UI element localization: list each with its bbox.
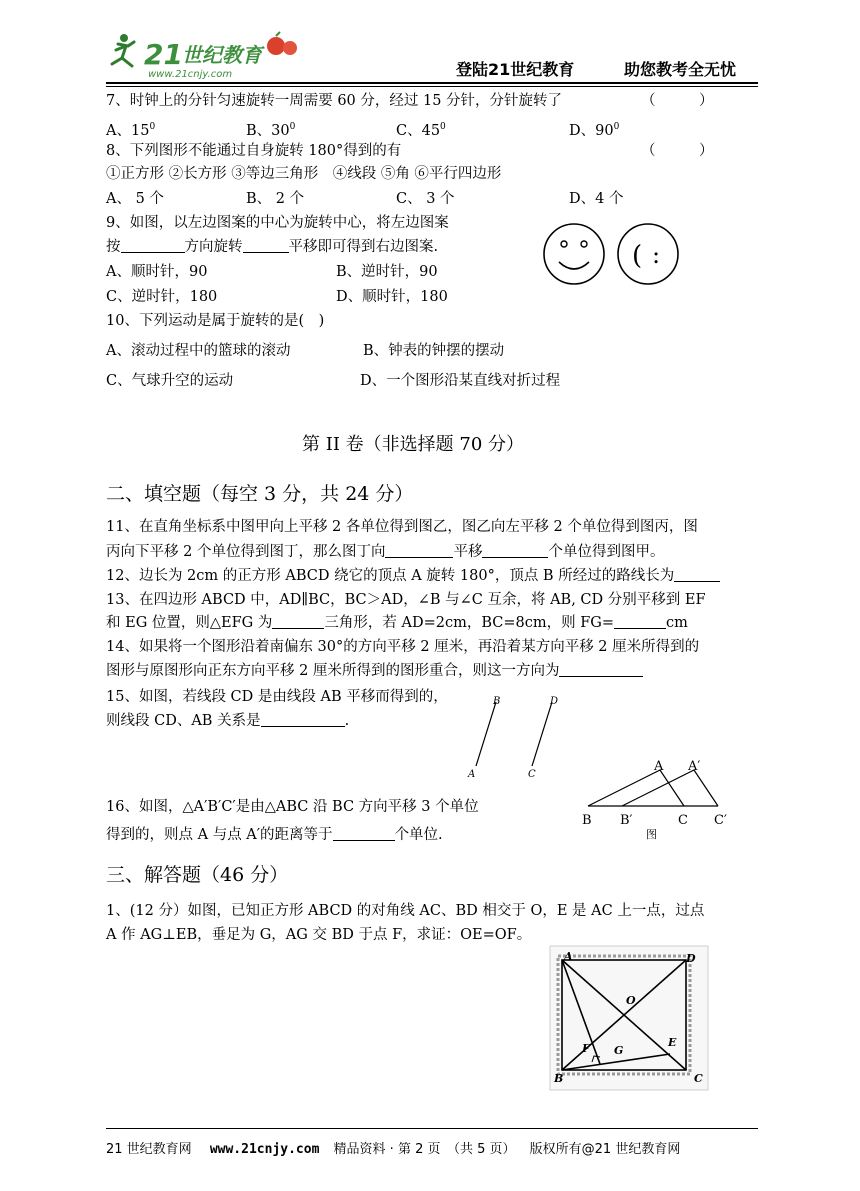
svg-text:F: F bbox=[582, 1042, 590, 1055]
footer-site: 21 世纪教育网 bbox=[106, 1142, 192, 1157]
q7-stem: 7、时钟上的分针匀速旋转一周需要 60 分，经过 15 分针，分针旋转了 bbox=[106, 93, 563, 109]
q9-option-c: C、逆时针，180 bbox=[106, 289, 218, 305]
q16-line2: 得到的，则点 A 与点 A′的距离等于 个单位. bbox=[106, 827, 443, 843]
svg-text:A: A bbox=[468, 769, 476, 780]
q10-option-b: B、钟表的钟摆的摆动 bbox=[363, 343, 505, 359]
logo-text-svg: 世纪教育 bbox=[182, 43, 262, 67]
smiley-face-icon bbox=[544, 224, 604, 284]
q10-stem: 10、下列运动是属于旋转的是( ) bbox=[106, 313, 325, 329]
svg-text:O: O bbox=[626, 994, 636, 1007]
footer-copyright: 版权所有@21 世纪教育网 bbox=[529, 1142, 681, 1157]
logo-21: 21 bbox=[144, 38, 183, 71]
svg-text:G: G bbox=[614, 1044, 624, 1057]
footer-rule bbox=[106, 1128, 758, 1129]
part2-title: 第 II 卷（非选择题 70 分） bbox=[302, 434, 525, 455]
q8-option-d: D、4 个 bbox=[569, 191, 624, 207]
q10-option-d: D、一个图形沿某直线对折过程 bbox=[360, 373, 561, 389]
problem1-line1: 1、(12 分）如图，已知正方形 ABCD 的对角线 AC、BD 相交于 O，E 是 AC 上一点，过点 bbox=[106, 903, 705, 919]
svg-text:D: D bbox=[550, 696, 559, 707]
q7-paren: （ ） bbox=[641, 93, 714, 109]
logo-url: www.21cnjy.com bbox=[148, 69, 233, 80]
q11-line1: 11、在直角坐标系中图甲向上平移 2 各单位得到图乙，图乙向左平移 2 个单位得到图丙，图 bbox=[106, 519, 698, 535]
svg-text:B′: B′ bbox=[620, 813, 633, 828]
q9-option-d: D、顺时针，180 bbox=[336, 289, 448, 305]
svg-text:B: B bbox=[582, 813, 592, 828]
rotated-face-icon bbox=[618, 224, 678, 284]
svg-text:E: E bbox=[668, 1036, 677, 1049]
q11-line2: 丙向下平移 2 个单位得到图丁，那么图丁向 平移 个单位得到图甲。 bbox=[106, 544, 665, 560]
footer bbox=[106, 1138, 680, 1157]
svg-text:C: C bbox=[528, 769, 536, 780]
q15-line2: 则线段 CD、AB 关系是 . bbox=[106, 713, 350, 729]
svg-text:D: D bbox=[686, 952, 696, 965]
q15-line1: 15、如图，若线段 CD 是由线段 AB 平移而得到的， bbox=[106, 689, 448, 705]
q7-option-d: D、$90^0$ bbox=[569, 122, 620, 139]
q7-option-b: B、$30^0$ bbox=[246, 122, 296, 139]
runner-icon bbox=[112, 34, 134, 66]
section2-title: 二、填空题（每空 3 分，共 24 分） bbox=[106, 483, 414, 505]
q8-option-a: A、 5 个 bbox=[106, 191, 164, 207]
q9-line2: 按 方向旋转 平移即可得到右边图案. bbox=[106, 239, 439, 255]
q13-line1: 13、在四边形 ABCD 中，AD∥BC，BC＞AD，∠B 与∠C 互余，将 AB, CD 分别平移到 EF bbox=[106, 592, 706, 608]
problem1-line2: A 作 AG⊥EB，垂足为 G，AG 交 BD 于点 F，求证：OE=OF。 bbox=[106, 927, 532, 943]
q8-option-b: B、 2 个 bbox=[246, 191, 305, 207]
footer-url: www.21cnjy.com bbox=[209, 1142, 320, 1157]
svg-text:(: ( bbox=[632, 241, 643, 271]
q14-line2: 图形与原图形向正东方向平移 2 厘米所得到的图形重合，则这一方向为 bbox=[106, 662, 643, 680]
svg-text:A: A bbox=[564, 950, 573, 963]
svg-text:B: B bbox=[493, 696, 501, 707]
svg-text:C: C bbox=[694, 1072, 703, 1085]
q9-faces-figure bbox=[540, 220, 690, 290]
problem1-figure bbox=[548, 944, 710, 1092]
q13-line2: 和 EG 位置，则△EFG 为 三角形，若 AD=2cm，BC=8cm，则 FG= cm bbox=[106, 615, 688, 631]
q16-line1: 16、如图，△A′B′C′是由△ABC 沿 BC 方向平移 3 个单位 bbox=[106, 799, 479, 815]
svg-text:图: 图 bbox=[646, 828, 657, 841]
q9-line1: 9、如图，以左边图案的中心为旋转中心，将左边图案 bbox=[106, 215, 449, 231]
svg-text:A′: A′ bbox=[688, 759, 701, 774]
q16-figure bbox=[574, 756, 744, 842]
q8-items: ①正方形 ②长方形 ③等边三角形 ④线段 ⑤角 ⑥平行四边形 bbox=[106, 166, 502, 182]
section3-title: 三、解答题（46 分） bbox=[106, 864, 289, 886]
q9-option-a: A、顺时针，90 bbox=[106, 264, 208, 280]
svg-text:C: C bbox=[678, 813, 688, 828]
svg-text:A: A bbox=[654, 759, 664, 774]
svg-text:B: B bbox=[554, 1072, 564, 1085]
q7-option-c: C、$45^0$ bbox=[396, 122, 446, 139]
q9-option-b: B、逆时针，90 bbox=[336, 264, 438, 280]
q12: 12、边长为 2cm 的正方形 ABCD 绕它的顶点 A 旋转 180°，顶点 B 所经过的路线长为 bbox=[106, 567, 720, 585]
footer-page: 精品资料 · 第 2 页 （共 5 页） bbox=[333, 1142, 516, 1157]
svg-text::: : bbox=[652, 241, 661, 269]
header-rule bbox=[106, 82, 758, 84]
q8-paren: （ ） bbox=[641, 143, 714, 159]
svg-text:C′: C′ bbox=[714, 813, 727, 828]
q10-option-a: A、滚动过程中的篮球的滚动 bbox=[106, 343, 291, 359]
header-rule-thin bbox=[106, 86, 758, 87]
q15-figure bbox=[462, 690, 572, 786]
q14-line1: 14、如果将一个图形沿着南偏东 30°的方向平移 2 厘米，再沿着某方向平移 2 厘米所得到的 bbox=[106, 639, 700, 655]
logo bbox=[104, 30, 304, 80]
slogan-left: 登陆21世纪教育 bbox=[456, 60, 575, 79]
q8-option-c: C、 3 个 bbox=[396, 191, 455, 207]
q7-option-a: A、$15^0$ bbox=[106, 122, 156, 139]
slogan-right: 助您教考全无忧 bbox=[624, 60, 737, 79]
apple-icon bbox=[267, 37, 285, 55]
q10-option-c: C、气球升空的运动 bbox=[106, 373, 234, 389]
q8-stem: 8、下列图形不能通过自身旋转 180°得到的有 bbox=[106, 143, 402, 159]
